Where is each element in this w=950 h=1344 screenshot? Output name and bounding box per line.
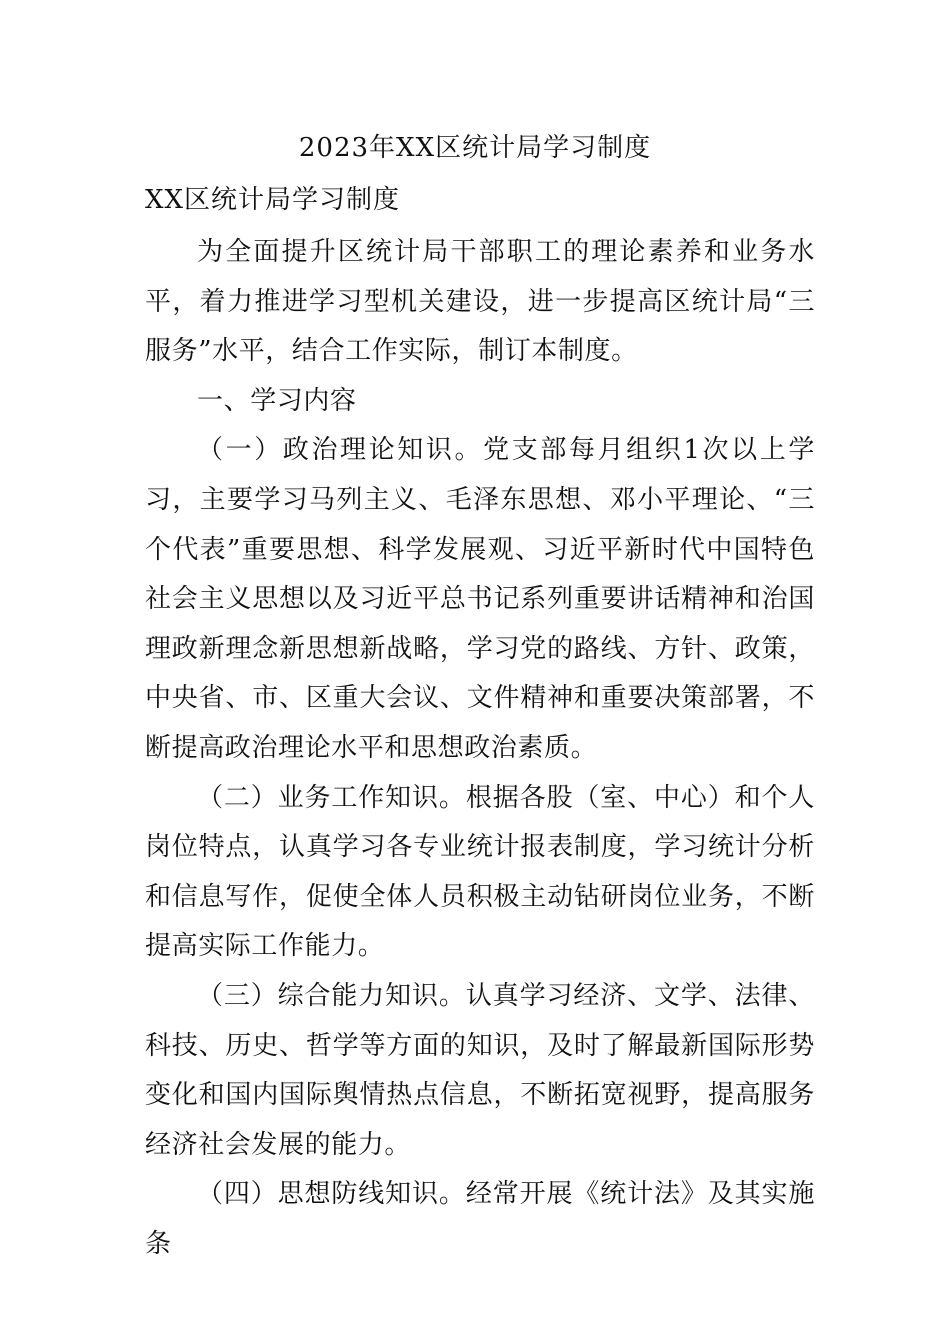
paragraph-comprehensive-ability: （三）综合能力知识。认真学习经济、文学、法律、科技、历史、哲学等方面的知识，及时了解最新国际形势变化和国内国际舆情热点信息，不断拓宽视野，提高服务经济社会发展的能力。 [145,980,815,1160]
paragraph-business-knowledge: （二）业务工作知识。根据各股（室、中心）和个人岗位特点，认真学习各专业统计报表制度，学习统计分析和信息写作，促使全体人员积极主动钻研岗位业务，不断提高实际工作能力。 [145,782,815,962]
paragraph-ideological-defense: （四）思想防线知识。经常开展《统计法》及其实施条 [145,1179,815,1259]
section-heading-study-content: 一、学习内容 [197,385,357,416]
document-subtitle: XX区统计局学习制度 [145,185,401,215]
intro-paragraph: 为全面提升区统计局干部职工的理论素养和业务水平，着力推进学习型机关建设，进一步提高区统计局“三服务”水平，结合工作实际，制订本制度。 [145,237,815,367]
paragraph-political-theory: （一）政治理论知识。党支部每月组织1次以上学习，主要学习马列主义、毛泽东思想、邓小平理论、“三个代表”重要思想、科学发展观、习近平新时代中国特色社会主义思想以及习近平总书记系列重要讲话精神和治国理政新理念新思想新战略，学习党的路线、方针、政策，中央省、市、区重大会议、文件精神和重要决策部署，不断提高政治理论水平和思想政治素质。 [145,435,815,763]
document-title: 2023年XX区统计局学习制度 [298,133,652,163]
document-body [145,228,815,1269]
